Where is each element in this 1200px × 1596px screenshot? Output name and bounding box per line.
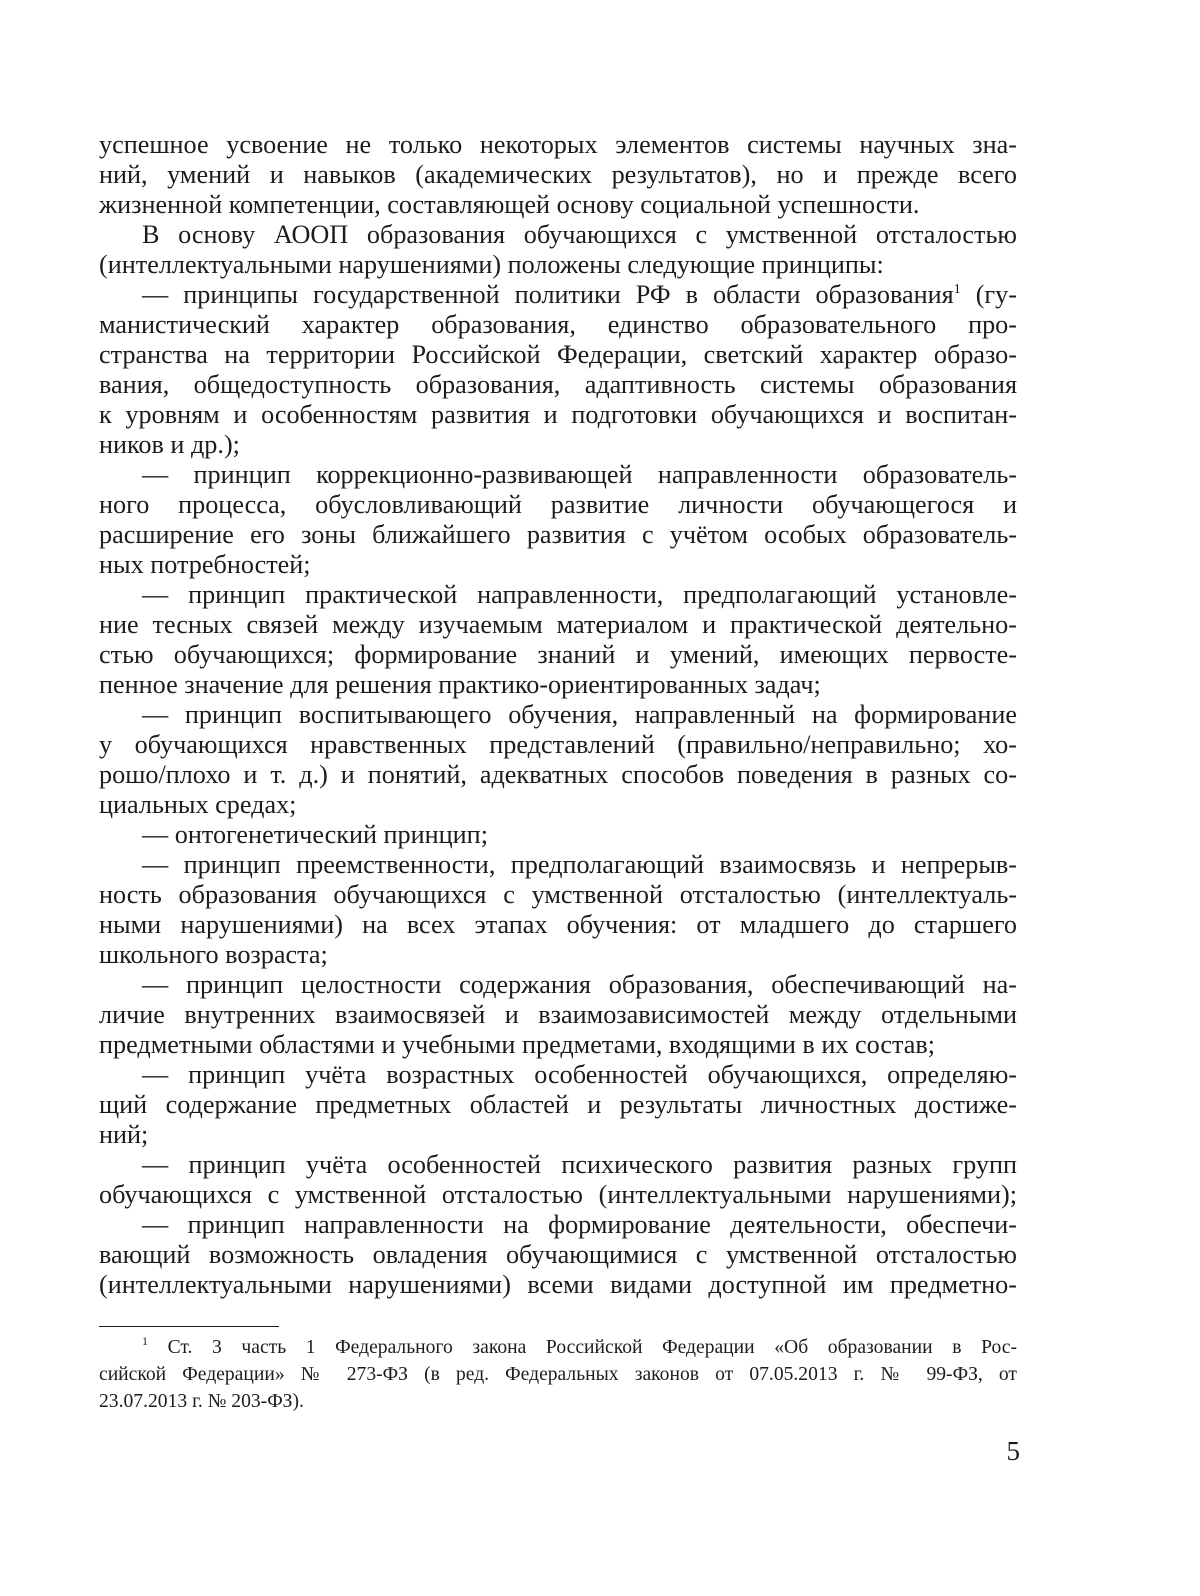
text-line: В основу АООП образования обучающихся с умственной отсталостью [142, 220, 1017, 249]
text-line: рошо/плохо и т. д.) и понятий, адекватных способов поведения в разных со- [99, 760, 1017, 789]
text-line: щий содержание предметных областей и результаты личностных достиже- [99, 1090, 1017, 1119]
text-line: (интеллектуальными нарушениями) положены следующие принципы: [99, 250, 884, 279]
text-line: жизненной компетенции, составляющей основу социальной успешности. [99, 190, 920, 219]
text-line: ников и др.); [99, 430, 240, 459]
text-line: — принцип коррекционно-развивающей направленности образователь- [142, 460, 1017, 489]
line-text: — принципы государственной политики РФ в области образования [142, 280, 954, 309]
footnote-divider [99, 1326, 279, 1327]
footnote-line: сийской Федерации» № 273-ФЗ (в ред. Федеральных законов от 07.05.2013 г. № 99-ФЗ, от [99, 1364, 1017, 1385]
text-line: — онтогенетический принцип; [142, 820, 488, 849]
text-line: школьного возраста; [99, 940, 328, 969]
text-line: предметными областями и учебными предметами, входящими в их состав; [99, 1030, 936, 1059]
text-line: ний, умений и навыков (академических результатов), но и прежде всего [99, 160, 1017, 189]
text-line: вания, общедоступность образования, адаптивность системы образования [99, 370, 1017, 399]
text-line: манистический характер образования, единство образовательного про- [99, 310, 1017, 339]
footnote-reference: 1 [953, 282, 961, 297]
text-line: у обучающихся нравственных представлений (правильно/неправильно; хо- [99, 730, 1017, 759]
page-number: 5 [1006, 1436, 1020, 1466]
footnote-line [99, 1334, 1017, 1361]
footnote-marker: 1 [142, 1334, 148, 1348]
text-line: успешное усвоение не только некоторых элементов системы научных зна- [99, 130, 1017, 159]
text-line: обучающихся с умственной отсталостью (интеллектуальными нарушениями); [99, 1180, 1017, 1209]
text-line [99, 280, 1017, 310]
text-line: — принцип направленности на формирование деятельности, обеспечи- [142, 1210, 1017, 1239]
line-text-continued: (гу- [960, 280, 1017, 309]
footnote-line: 23.07.2013 г. № 203-ФЗ). [99, 1391, 304, 1412]
footnote [99, 1334, 1017, 1415]
text-line: — принцип практической направленности, предполагающий установле- [142, 580, 1017, 609]
text-line: странства на территории Российской Федерации, светский характер образо- [99, 340, 1017, 369]
text-line: циальных средах; [99, 790, 297, 819]
text-line: ний; [99, 1120, 149, 1149]
text-line: — принцип целостности содержания образования, обеспечивающий на- [142, 970, 1017, 999]
text-line: расширение его зоны ближайшего развития с учётом особых образователь- [99, 520, 1017, 549]
text-line: ного процесса, обусловливающий развитие личности обучающегося и [99, 490, 1017, 519]
text-line: ние тесных связей между изучаемым материалом и практической деятельно- [99, 610, 1017, 639]
text-line: (интеллектуальными нарушениями) всеми видами доступной им предметно- [99, 1270, 1017, 1299]
text-line: вающий возможность овладения обучающимися с умственной отсталостью [99, 1240, 1017, 1269]
text-line: личие внутренних взаимосвязей и взаимозависимостей между отдельными [99, 1000, 1017, 1029]
text-line: ных потребностей; [99, 550, 311, 579]
text-line: ность образования обучающихся с умственной отсталостью (интеллектуаль- [99, 880, 1017, 909]
text-line: — принцип учёта возрастных особенностей обучающихся, определяю- [142, 1060, 1017, 1089]
text-line: — принцип воспитывающего обучения, направленный на формирование [142, 700, 1017, 729]
text-line: стью обучающихся; формирование знаний и умений, имеющих первосте- [99, 640, 1017, 669]
body-text [99, 130, 1017, 1300]
footnote-text: Ст. 3 часть 1 Федерального закона Российской Федерации «Об образовании в Рос- [148, 1337, 1017, 1358]
text-line: ными нарушениями) на всех этапах обучения: от младшего до старшего [99, 910, 1017, 939]
text-line: — принцип преемственности, предполагающий взаимосвязь и непрерыв- [142, 850, 1017, 879]
text-line: пенное значение для решения практико-ориентированных задач; [99, 670, 821, 699]
text-line: к уровням и особенностям развития и подготовки обучающихся и воспитан- [99, 400, 1017, 429]
text-line: — принцип учёта особенностей психического развития разных групп [142, 1150, 1017, 1179]
